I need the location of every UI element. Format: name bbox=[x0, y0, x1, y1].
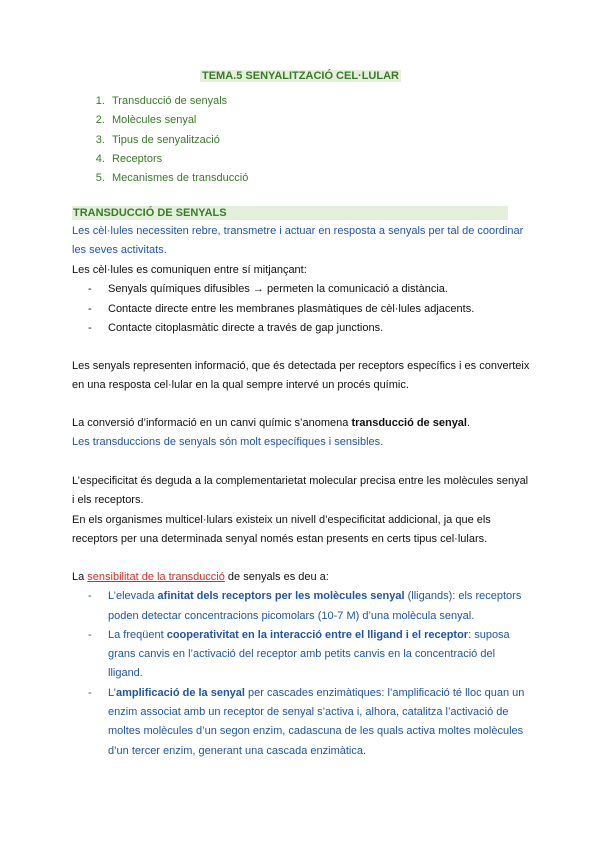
sensitivity-list bbox=[72, 587, 532, 761]
list-item: - La freqüent cooperativitat en la interacció entre el lligand i el receptor: suposa grans canvis en l’activació del receptor amb petits canvis en la concentració del lligand. bbox=[72, 626, 532, 684]
sensitivity-block: La sensibilitat de la transducció de senyals es deu a: - L’elevada afinitat dels receptors per les molècules senyal (lligands): els receptors poden detectar concentracions picomolars (10-7 M) d’una molècula senyal. - La freqüent cooperativitat en la interacció entre el lligand i el receptor: suposa grans canvis en l’activació del receptor amb petits canvis en la concentració del lligand. - L’amplificació de la senyal per cascades enzimàtiques: l’amplificació té lloc quan un enzim associat amb un receptor de senyal s’activa i, alhora, catalitza l’activació de moltes molècules d’un segon enzim, cadascuna de les quals activa moltes molècules d’un tercer enzim, generant una cascada enzimàtica. bbox=[72, 568, 532, 761]
conversion-text: La conversió d’informació en un canvi químic s’anomena bbox=[72, 417, 352, 429]
conversion-note: Les transduccions de senyals són molt específiques i sensibles. bbox=[72, 436, 384, 449]
communication-list bbox=[72, 280, 532, 338]
list-item: - L’elevada afinitat dels receptors per les molècules senyal (lligands): els receptors poden detectar concentracions picomolars (10-7 M) d’una molècula senyal. bbox=[72, 587, 532, 626]
table-of-contents bbox=[88, 92, 248, 188]
conversion-term: transducció de senyal bbox=[351, 417, 467, 429]
toc-item: 1. Transducció de senyals bbox=[108, 92, 248, 111]
list-item: - Contacte citoplasmàtic directe a través de gap junctions. bbox=[72, 319, 532, 338]
list-item: - Contacte directe entre les membranes plasmàtiques de cèl·lules adjacents. bbox=[72, 300, 532, 319]
section-heading: TRANSDUCCIÓ DE SENYALS bbox=[72, 206, 508, 220]
toc-item: 4. Receptors bbox=[108, 150, 248, 169]
list-item: - Senyals químiques difusibles → permeten la comunicació a distància. bbox=[72, 280, 532, 299]
conversion-paragraph: La conversió d’informació en un canvi químic s’anomena transducció de senyal. Les transduccions de senyals són molt específiques i sensibles. bbox=[72, 414, 532, 453]
sensitivity-link[interactable]: sensibilitat de la transducció bbox=[87, 571, 225, 583]
communication-block bbox=[72, 261, 532, 338]
specificity-paragraph: En els organismes multicel·lulars existeix un nivell d’especificitat addicional, ja que els receptors per una determinada senyal només estan presents en certs tipus cel·lulars. bbox=[72, 513, 491, 545]
specificity-block bbox=[72, 472, 532, 549]
information-paragraph: Les senyals representen informació, que és detectada per receptors específics i es converteix en una resposta cel·lular en la qual sempre intervé un procés químic. bbox=[72, 360, 530, 392]
communication-intro: Les cèl·lules es comuniquen entre sí mitjançant: bbox=[72, 264, 307, 276]
intro-paragraph: Les cèl·lules necessiten rebre, transmetre i actuar en resposta a senyals per tal de coordinar les seves activitats. bbox=[72, 225, 524, 257]
list-item: - L’amplificació de la senyal per cascades enzimàtiques: l’amplificació té lloc quan un enzim associat amb un receptor de senyal s’activa i, alhora, catalitza l’activació de moltes molècules d’un segon enzim, cadascuna de les quals activa moltes molècules d’un tercer enzim, generant una cascada enzimàtica. bbox=[72, 684, 532, 761]
page-title: TEMA.5 SENYALITZACIÓ CEL·LULAR bbox=[202, 70, 399, 82]
toc-item: 3. Tipus de senyalització bbox=[108, 131, 248, 150]
specificity-paragraph: L’especificitat és deguda a la complementarietat molecular precisa entre les molècules senyal i els receptors. bbox=[72, 475, 529, 507]
toc-item: 5. Mecanismes de transducció bbox=[108, 169, 248, 188]
toc-item: 2. Molècules senyal bbox=[108, 111, 248, 130]
